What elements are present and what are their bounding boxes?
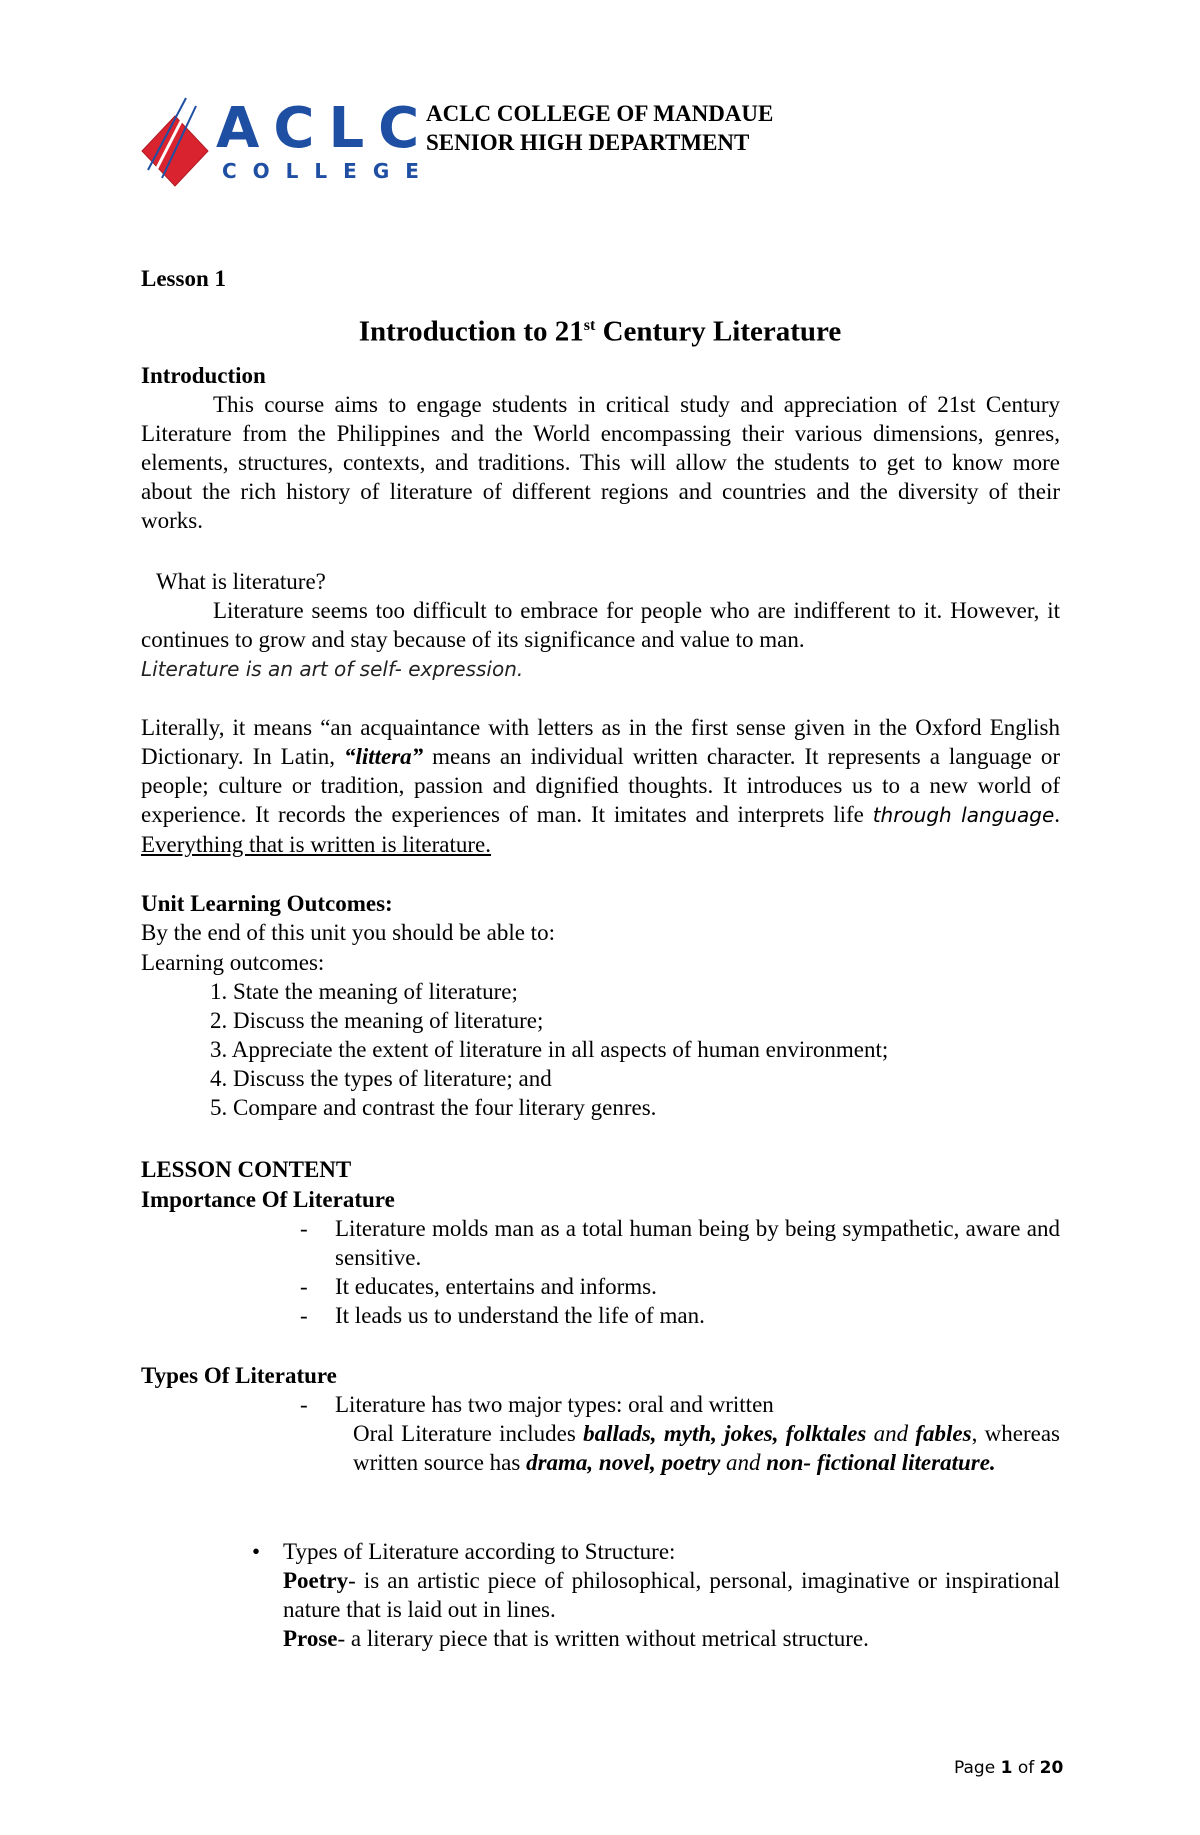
list-item: 5. Compare and contrast the four literary genres. xyxy=(210,1095,657,1120)
outcomes-label: Learning outcomes: xyxy=(141,950,325,975)
literally-text-2: means an individual written character. It represents a language or people; culture or tradition, passion and dignified thoughts. It introduces us to a new world of experience. It records the experiences of man. It imitates and interprets life xyxy=(141,744,1060,827)
outcomes-list xyxy=(210,977,888,1122)
list-item-text: It educates, entertains and informs. xyxy=(335,1274,657,1299)
page-word: Page xyxy=(954,1758,996,1778)
dash-marker: - xyxy=(300,1303,308,1328)
introduction-heading: Introduction xyxy=(141,363,266,388)
self-expression-line: Literature is an art of self- expression. xyxy=(141,657,524,681)
title-pre: Introduction to 21 xyxy=(358,315,584,348)
oral-pre: Oral Literature includes xyxy=(353,1421,584,1446)
logo-sub: COLLEGE xyxy=(222,159,435,183)
list-item-text: Literature molds man as a total human being by being sympathetic, aware and sensitive. xyxy=(335,1216,1060,1270)
literally-text-3: . xyxy=(1054,802,1061,827)
structure-bullet: • xyxy=(252,1539,261,1564)
dash-marker: - xyxy=(300,1392,308,1417)
list-item: 3. Appreciate the extent of literature in all aspects of human environment; xyxy=(210,1037,889,1062)
fables-term: fables xyxy=(915,1421,972,1446)
structure-section xyxy=(283,1537,1060,1653)
page-title xyxy=(0,308,1200,350)
literally-paragraph xyxy=(141,713,1060,859)
title-post: Century Literature xyxy=(595,315,842,348)
list-item xyxy=(300,1390,1060,1419)
written-list: drama, novel, poetry xyxy=(526,1450,721,1475)
prose-definition xyxy=(283,1624,1060,1653)
prose-def-text: - a literary piece that is written without metrical structure. xyxy=(337,1626,869,1651)
oral-mid: , whereas written source has xyxy=(353,1421,1060,1475)
what-is-question: What is literature? xyxy=(156,569,326,594)
everything-written: Everything that is written is literature. xyxy=(141,832,492,857)
lesson-label: Lesson 1 xyxy=(141,266,226,291)
what-is-paragraph: Literature seems too difficult to embrace for people who are indifferent to it. However, it continues to grow and stay because of its significance and value to man. xyxy=(141,598,1060,652)
dash-marker: - xyxy=(300,1216,308,1241)
list-item xyxy=(300,1301,1060,1330)
list-item: 4. Discuss the types of literature; and xyxy=(210,1066,552,1091)
list-item-text: Literature has two major types: oral and written xyxy=(335,1392,774,1417)
poetry-def-text: - is an artistic piece of philosophical, personal, imaginative or inspirational nature that is laid out in lines. xyxy=(283,1568,1060,1622)
structure-heading: Types of Literature according to Structure: xyxy=(283,1539,676,1564)
importance-heading: Importance Of Literature xyxy=(141,1187,395,1212)
types-heading: Types Of Literature xyxy=(141,1363,337,1388)
page-number xyxy=(954,1757,1063,1779)
lesson-content-heading: LESSON CONTENT xyxy=(141,1157,352,1182)
poetry-term: Poetry xyxy=(283,1568,349,1593)
of-word: of xyxy=(1017,1758,1035,1778)
list-item-text: It leads us to understand the life of man. xyxy=(335,1303,705,1328)
list-item xyxy=(300,1214,1060,1272)
oral-list: ballads, myth, jokes, folktales xyxy=(583,1421,867,1446)
introduction-paragraph: This course aims to engage students in critical study and appreciation of 21st Century Literature from the Philippines and the World encompassing their various dimensions, genres, elements, structures, contexts, and traditions. This will allow the students to get to know more about the rich history of literature of different regions and countries and the diversity of their works. xyxy=(141,392,1060,533)
list-item: 2. Discuss the meaning of literature; xyxy=(210,1008,544,1033)
list-item xyxy=(300,1272,1060,1301)
literally-text-1: Literally, it means “an acquaintance with letters as in the first sense given in the Oxford English Dictionary. In Latin, xyxy=(141,715,1060,769)
outcomes-intro: By the end of this unit you should be able to: xyxy=(141,920,555,945)
logo-word: ACLC xyxy=(216,96,434,161)
title-sup: st xyxy=(583,317,596,334)
aclc-logo xyxy=(140,96,435,192)
oral-written-paragraph xyxy=(300,1419,1060,1477)
nonfiction-term: non- fictional literature. xyxy=(766,1450,996,1475)
prose-term: Prose xyxy=(283,1626,338,1651)
list-item: 1. State the meaning of literature; xyxy=(210,979,518,1004)
littera-term: “littera” xyxy=(343,744,424,769)
through-language: through language xyxy=(872,803,1055,827)
and-word: and xyxy=(866,1421,916,1446)
page-current: 1 xyxy=(1000,1758,1013,1778)
outcomes-heading: Unit Learning Outcomes: xyxy=(141,891,393,916)
department-name: SENIOR HIGH DEPARTMENT xyxy=(426,130,750,155)
logo-emblem-icon xyxy=(140,96,210,192)
types-list xyxy=(300,1390,1060,1477)
poetry-definition xyxy=(283,1566,1060,1624)
and-word: and xyxy=(720,1450,767,1475)
page-total: 20 xyxy=(1039,1758,1064,1778)
school-name: ACLC COLLEGE OF MANDAUE xyxy=(426,101,774,126)
dash-marker: - xyxy=(300,1274,308,1299)
importance-list xyxy=(300,1214,1060,1330)
